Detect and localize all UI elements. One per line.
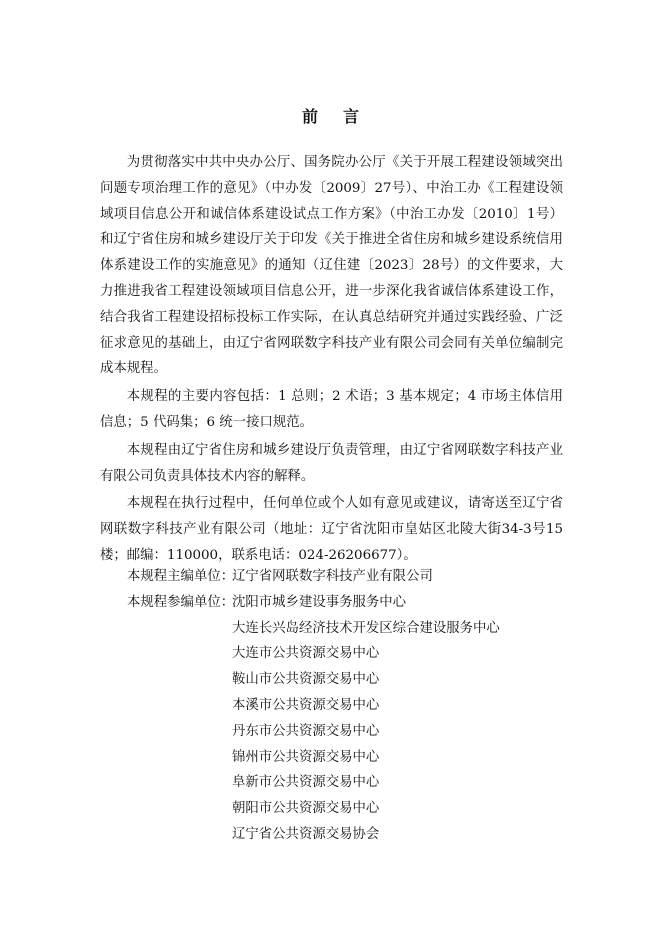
page-title [0, 104, 662, 127]
chief-editor-row [100, 564, 563, 590]
participant-unit: 沈阳市城乡建设事务服务中心 [232, 594, 407, 610]
title-char-2: 言 [343, 107, 361, 126]
participant-unit: 丹东市公共资源交易中心 [232, 723, 380, 739]
editor-units [100, 564, 563, 848]
participant-row [100, 616, 563, 642]
chief-editor-unit: 辽宁省网联数字科技产业有限公司 [232, 569, 433, 584]
participant-unit: 朝阳市公共资源交易中心 [232, 801, 380, 817]
participant-unit: 辽宁省公共资源交易协会 [232, 826, 380, 842]
participant-row [100, 745, 563, 771]
title-char-1: 前 [301, 107, 319, 126]
participant-unit: 本溪市公共资源交易中心 [232, 697, 380, 713]
participant-unit: 鞍山市公共资源交易中心 [232, 672, 380, 688]
paragraph-background: 为贯彻落实中共中央办公厅、国务院办公厅《关于开展工程建设领域突出问题专项治理工作的意见》（中办发〔2009〕27号）、中治工办《工程建设领域项目信息公开和诚信体系建设试点工作方案》（中治工办发〔2010〕1号）和辽宁省住房和城乡建设厅关于印发《关于推进全省住房和城乡建设系统信用体系建设工作的实施意见》的通知（辽住建〔2023〕28号）的文件要求，大力推进我省工程建设领域项目信息公开，进一步深化我省诚信体系建设工作，结合我省工程建设招标投标工作实际，在认真总结研究并通过实践经验、广泛征求意见的基础上，由辽宁省网联数字科技产业有限公司会同有关单位编制完成本规程。 [100, 155, 563, 377]
paragraph-feedback: 本规程在执行过程中，任何单位或个人如有意见或建议，请寄送至辽宁省网联数字科技产业有限公司（地址：辽宁省沈阳市皇姑区北陵大街34-3号15楼；邮编：110000，联系电话：024-26206677）。 [100, 496, 563, 563]
participant-row [100, 590, 563, 616]
participant-row [100, 770, 563, 796]
participant-row [100, 693, 563, 719]
participant-row [100, 796, 563, 822]
participant-unit: 大连市公共资源交易中心 [232, 646, 380, 662]
participant-row [100, 822, 563, 848]
participant-row [100, 641, 563, 667]
participant-unit: 大连长兴岛经济技术开发区综合建设服务中心 [232, 620, 500, 636]
chief-editor-label: 本规程主编单位： [127, 569, 235, 584]
preface-body [100, 150, 563, 571]
paragraph-contents: 本规程的主要内容包括：1 总则；2 术语；3 基本规定；4 市场主体信用信息；5 代码集；6 统一接口规范。 [100, 389, 563, 430]
participant-row [100, 667, 563, 693]
paragraph-management: 本规程由辽宁省住房和城乡建设厅负责管理，由辽宁省网联数字科技产业有限公司负责具体技术内容的解释。 [100, 442, 563, 484]
participant-row [100, 719, 563, 745]
participant-label: 本规程参编单位： [127, 594, 235, 610]
participant-unit: 锦州市公共资源交易中心 [232, 749, 380, 765]
participant-unit: 阜新市公共资源交易中心 [232, 775, 380, 791]
